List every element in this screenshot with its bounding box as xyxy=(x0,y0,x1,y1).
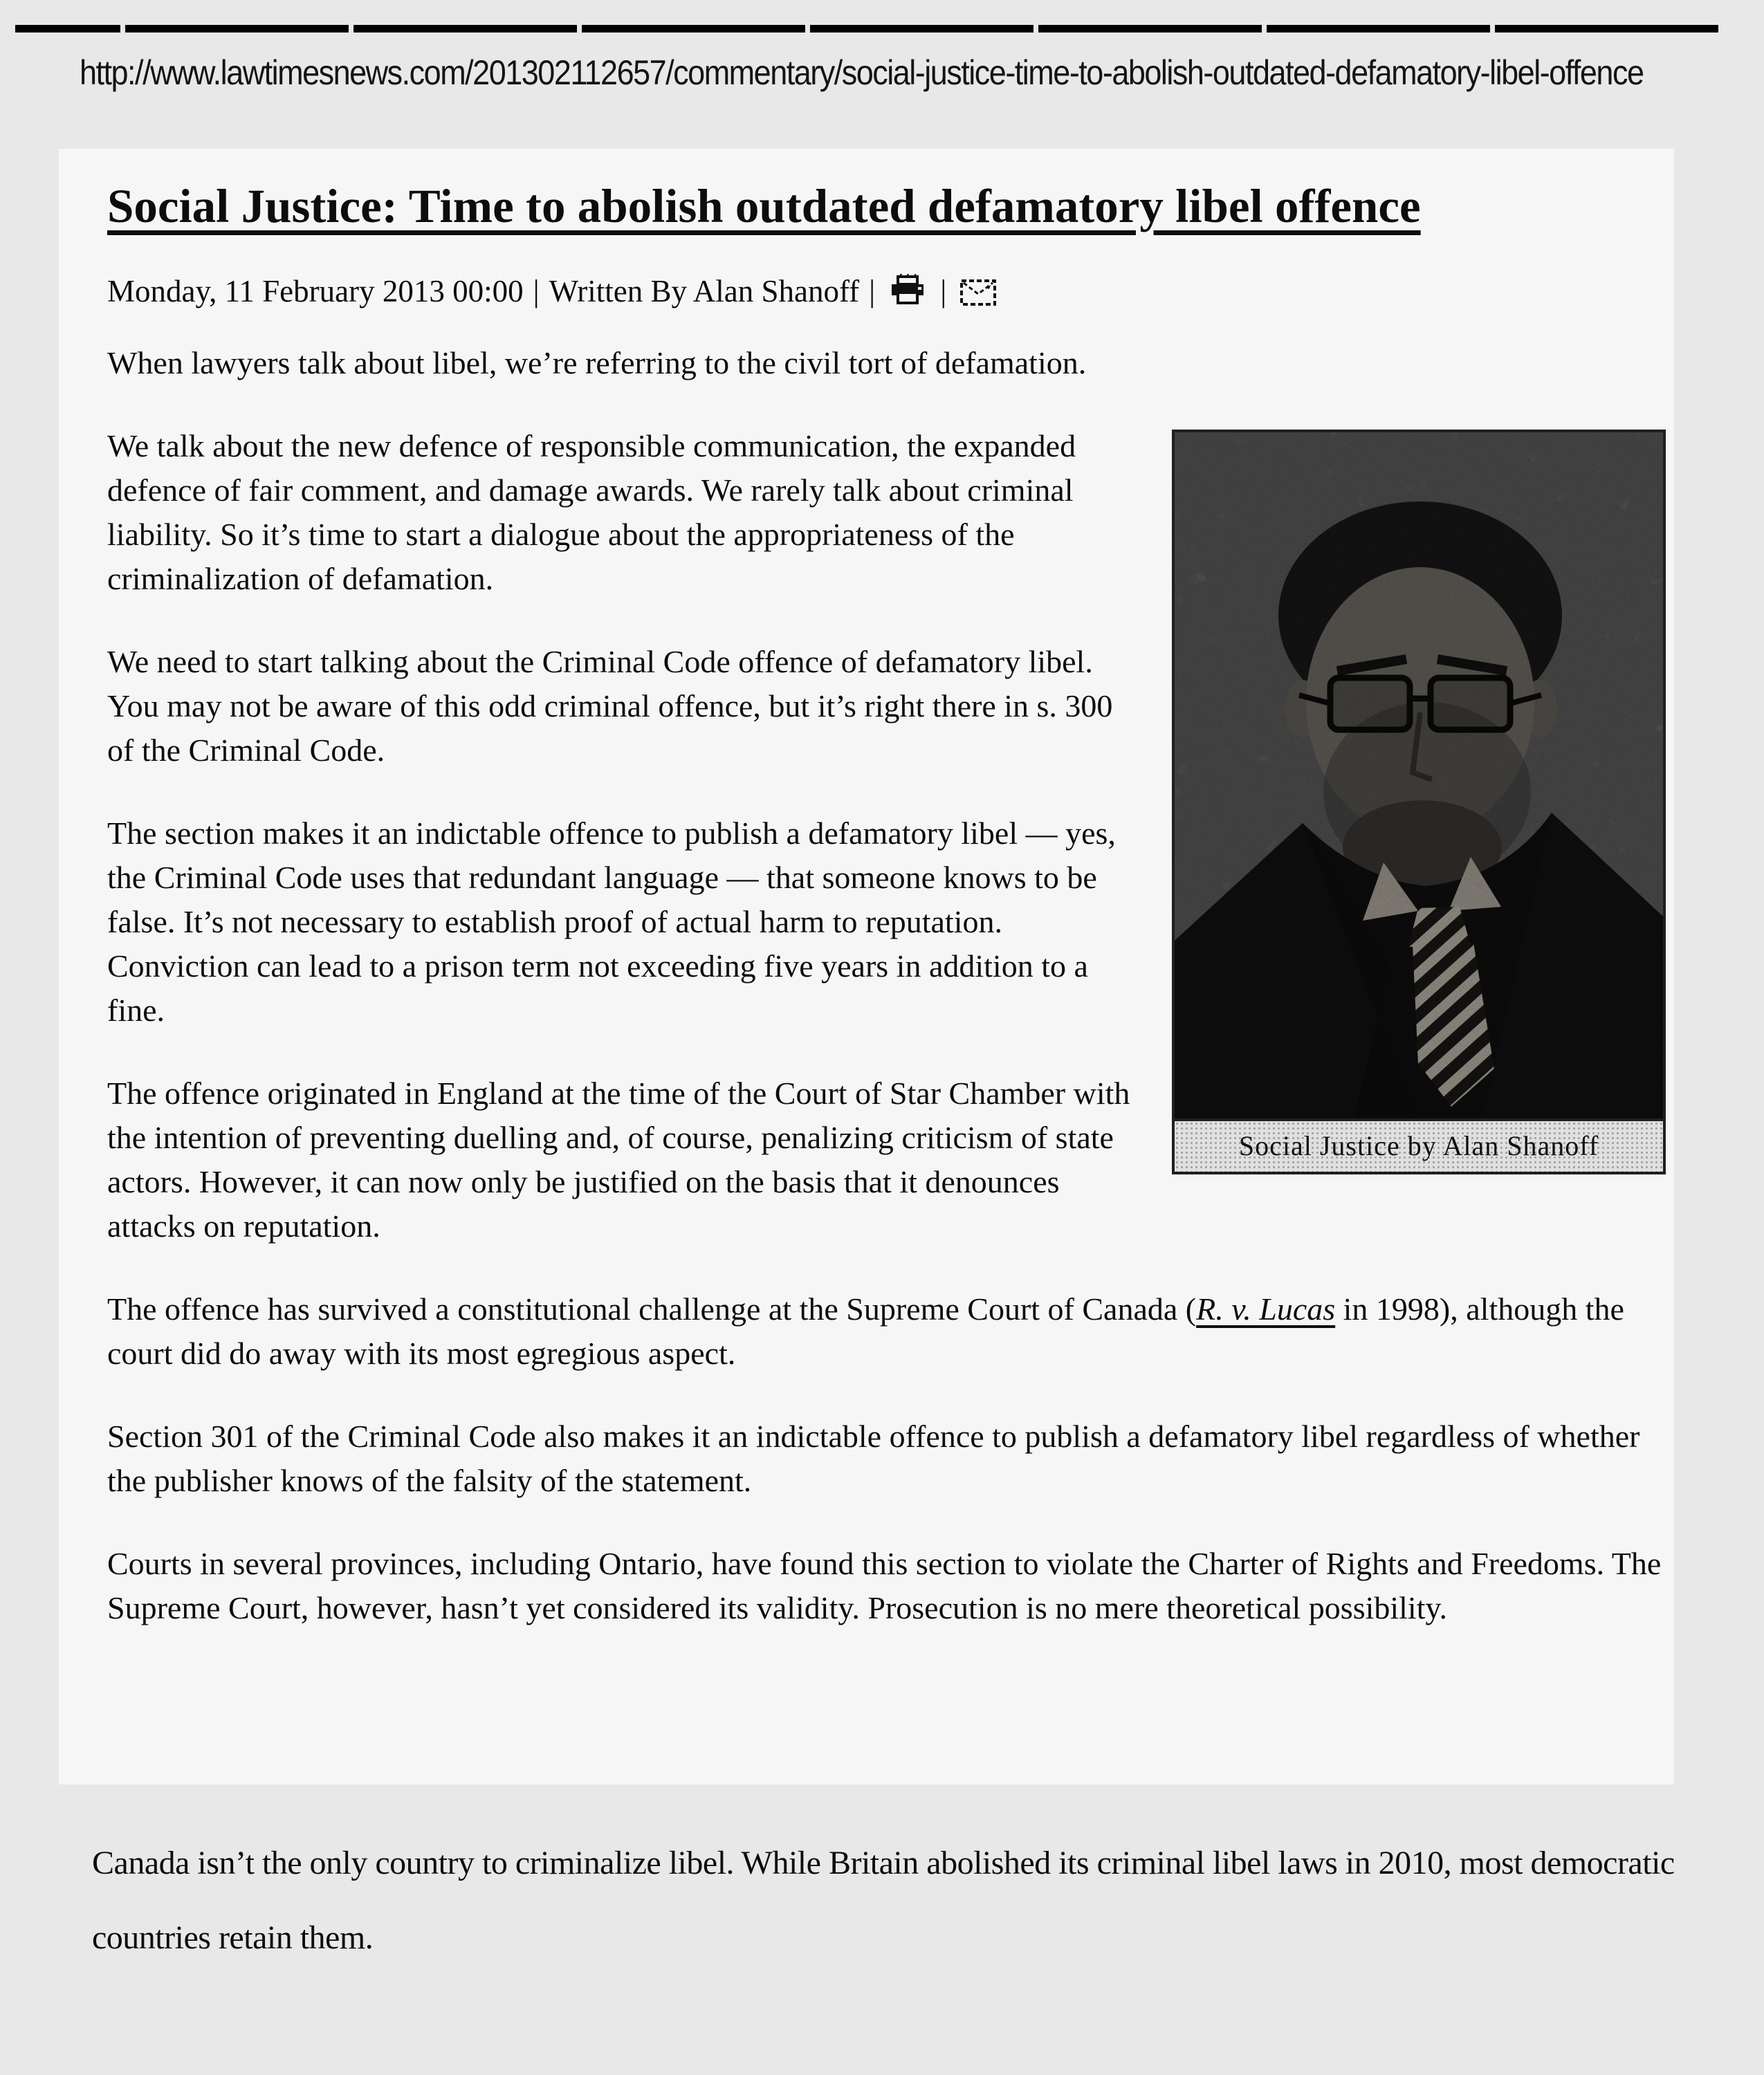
lucas-paragraph-before: The offence has survived a constitutional challenge at the Supreme Court of Canada ( xyxy=(107,1291,1197,1327)
paragraph: We need to start talking about the Criminal Code offence of defamatory libel. You may not be aware of this odd criminal offence, but it’s right there in s. 300 of the Criminal Code. xyxy=(107,643,1113,768)
paragraph: We talk about the new defence of responsible communication, the expanded defence of fair comment, and damage awards. We rarely talk about criminal liability. So it’s time to start a dialogue about the appropriateness of the criminalization of defamation. xyxy=(107,427,1076,596)
article-title: Social Justice: Time to abolish outdated defamatory libel offence xyxy=(107,180,1421,232)
text-wrap-zone xyxy=(107,424,1666,1248)
paragraph: The offence originated in England at the time of the Court of Star Chamber with the intention of preventing duelling and, of course, penalizing criticism of state actors. However, it can now only be justified on the basis that it denounces attacks on reputation. xyxy=(107,1075,1130,1244)
paragraph: Section 301 of the Criminal Code also makes it an indictable offence to publish a defamatory libel regardless of whether the publisher knows of the falsity of the statement. xyxy=(107,1418,1640,1498)
article-sheet xyxy=(59,149,1674,1784)
article-byline xyxy=(107,273,1666,313)
paragraph: When lawyers talk about libel, we’re referring to the civil tort of defamation. xyxy=(107,344,1087,380)
byline-separator: | xyxy=(869,273,876,308)
paragraph: Courts in several provinces, including Ontario, have found this section to violate the Charter of Rights and Freedoms. The Supreme Court, however, hasn’t yet considered its validity. Prosecution is no mere theoretical possibility. xyxy=(107,1545,1662,1625)
lucas-paragraph-after: in 1998), although the court did do away with its most egregious aspect. xyxy=(107,1291,1624,1371)
paragraph: Canada isn’t the only country to criminalize libel. While Britain abolished its criminal libel laws in 2010, most democratic countries retain them. xyxy=(92,1845,1675,1956)
email-icon[interactable] xyxy=(960,277,996,313)
byline-separator: | xyxy=(533,273,540,308)
page-url[interactable]: http://www.lawtimesnews.com/201302112657/commentary/social-justice-time-to-abolish-outdated-defamatory-libel-offence xyxy=(80,53,1644,93)
byline-separator: | xyxy=(940,273,947,308)
paragraph: The section makes it an indictable offence to publish a defamatory libel — yes, the Criminal Code uses that redundant language — that someone knows to be false. It’s not necessary to establish proof of actual harm to reputation. Conviction can lead to a prison term not exceeding five years in addition to a fine. xyxy=(107,815,1116,1028)
scan-top-rule xyxy=(15,25,1718,33)
byline-date: Monday, 11 February 2013 00:00 xyxy=(107,273,524,308)
lucas-case-link[interactable]: R. v. Lucas xyxy=(1196,1291,1336,1327)
author-portrait-image xyxy=(1175,432,1663,1118)
print-icon[interactable] xyxy=(889,274,926,313)
paragraph-with-link xyxy=(107,1287,1666,1376)
photo-caption: Social Justice by Alan Shanoff xyxy=(1175,1118,1663,1172)
byline-author: Written By Alan Shanoff xyxy=(549,273,860,308)
author-photo xyxy=(1172,430,1666,1174)
